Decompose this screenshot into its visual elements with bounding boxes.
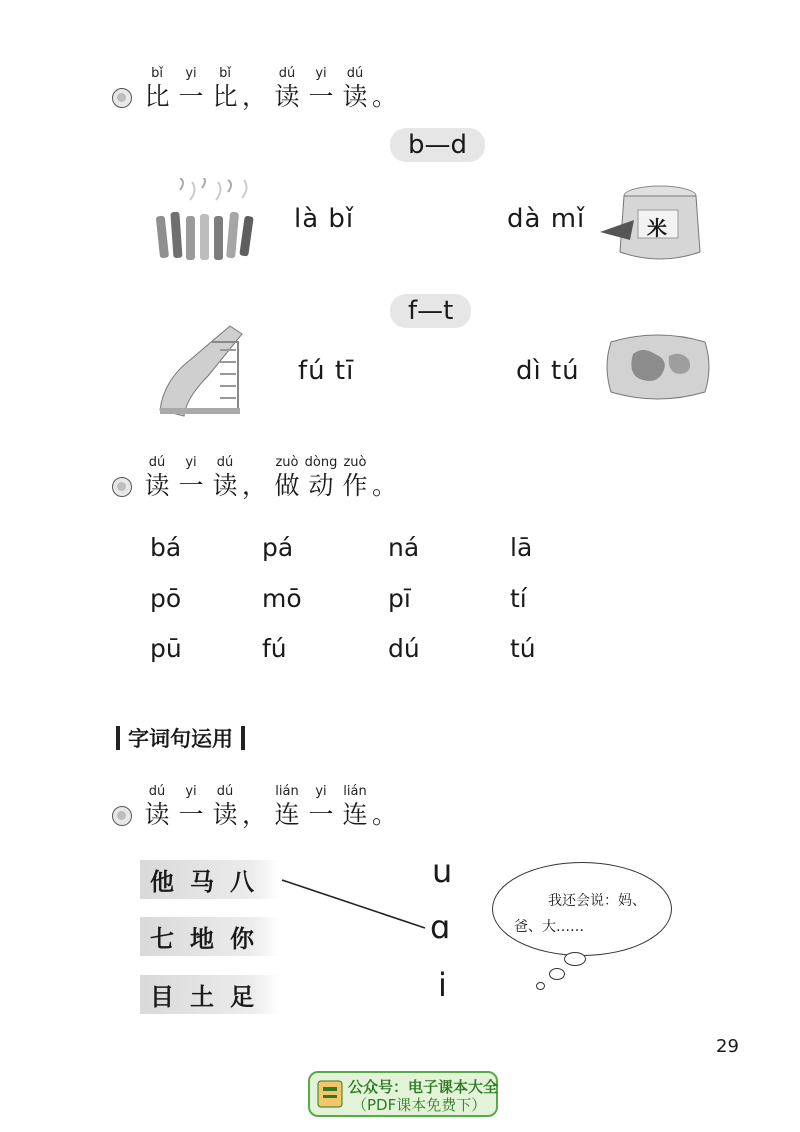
title-punctuation: 。	[372, 471, 398, 500]
hanzi-character: 连	[342, 800, 368, 829]
hanzi-character: 读	[144, 800, 170, 829]
pinyin-annotation: yi	[315, 784, 327, 799]
syllable-item: dú	[388, 634, 420, 663]
pair-f-t: f—t	[390, 294, 471, 328]
hanzi-character: 读	[212, 800, 238, 829]
word-la-bi: là bǐ	[294, 204, 355, 234]
hanzi-character: 读	[144, 471, 170, 500]
hanzi-character: 比	[212, 82, 238, 111]
pinyin-annotation: yi	[185, 66, 197, 81]
letter-a[interactable]: ɑ	[430, 908, 451, 946]
syllable-item: bá	[150, 533, 182, 562]
title-punctuation: ，	[242, 471, 268, 500]
pinyin-annotation: yi	[185, 455, 197, 470]
hanzi-character: 一	[178, 82, 204, 111]
pinyin-annotation: dú	[216, 784, 234, 799]
pinyin-annotation: bǐ	[151, 66, 163, 81]
syllable-item: ná	[388, 533, 420, 562]
thought-bubble-dot-large	[564, 952, 586, 966]
syllable-item: pá	[262, 533, 294, 562]
word-fu-ti: fú tī	[298, 356, 355, 386]
syllable-item: tí	[510, 584, 527, 613]
pinyin-annotation: zuò	[275, 455, 299, 470]
pinyin-annotation: yi	[315, 66, 327, 81]
title-punctuation: ，	[242, 82, 268, 111]
pinyin-annotation: yi	[185, 784, 197, 799]
book-icon	[316, 1079, 344, 1109]
watermark-stamp	[308, 1071, 498, 1117]
hanzi-character: 动	[308, 471, 334, 500]
title-punctuation: ，	[242, 800, 268, 829]
rice-label: 米	[647, 216, 667, 240]
word-da-mi: dà mǐ	[507, 204, 586, 234]
syllable-item: pī	[388, 584, 411, 613]
pinyin-annotation: dú	[148, 784, 166, 799]
pinyin-annotation: lián	[343, 784, 367, 799]
thought-bubble-dot-medium	[549, 968, 565, 980]
hanzi-character: 连	[274, 800, 300, 829]
page-number: 29	[716, 1036, 739, 1057]
hanzi-character: 一	[308, 800, 334, 829]
syllable-item: lā	[510, 533, 533, 562]
letter-u[interactable]: u	[432, 852, 453, 890]
letter-i[interactable]: i	[438, 966, 447, 1004]
syllable-item: mō	[262, 584, 302, 613]
thought-bubble-dot-small	[536, 982, 545, 990]
hanzi-character: 做	[274, 471, 300, 500]
phrase-3[interactable]: 目土足	[140, 975, 280, 1014]
hanzi-character: 一	[178, 800, 204, 829]
hanzi-character: 比	[144, 82, 170, 111]
hanzi-character: 一	[178, 471, 204, 500]
pinyin-annotation: dòng	[304, 455, 338, 470]
section-title-text: 字词句运用	[128, 727, 233, 751]
syllable-item: fú	[262, 634, 287, 663]
pinyin-annotation: bǐ	[219, 66, 231, 81]
syllable-item: pō	[150, 584, 182, 613]
pinyin-annotation: dú	[216, 455, 234, 470]
title-punctuation: 。	[372, 82, 398, 111]
phrase-1[interactable]: 他马八	[140, 860, 280, 899]
pinyin-annotation: dú	[148, 455, 166, 470]
pinyin-annotation: dú	[346, 66, 364, 81]
bubble-line-1: 我还会说：妈、	[548, 893, 646, 909]
hanzi-character: 一	[308, 82, 334, 111]
pinyin-annotation: dú	[278, 66, 296, 81]
title-punctuation: 。	[372, 800, 398, 829]
stamp-line-2: （PDF课本免费下）	[352, 1096, 487, 1114]
syllable-item: tú	[510, 634, 536, 663]
bubble-line-2: 爸、大……	[514, 919, 584, 935]
word-di-tu: dì tú	[516, 356, 580, 386]
hanzi-character: 作	[342, 471, 368, 500]
hanzi-character: 读	[274, 82, 300, 111]
phrase-2[interactable]: 七地你	[140, 917, 280, 956]
pinyin-annotation: lián	[275, 784, 299, 799]
pair-b-d: b—d	[390, 128, 485, 162]
hanzi-character: 读	[342, 82, 368, 111]
hanzi-character: 读	[212, 471, 238, 500]
syllable-item: pū	[150, 634, 182, 663]
stamp-line-1: 公众号：电子课本大全	[348, 1078, 499, 1096]
pinyin-annotation: zuò	[343, 455, 367, 470]
